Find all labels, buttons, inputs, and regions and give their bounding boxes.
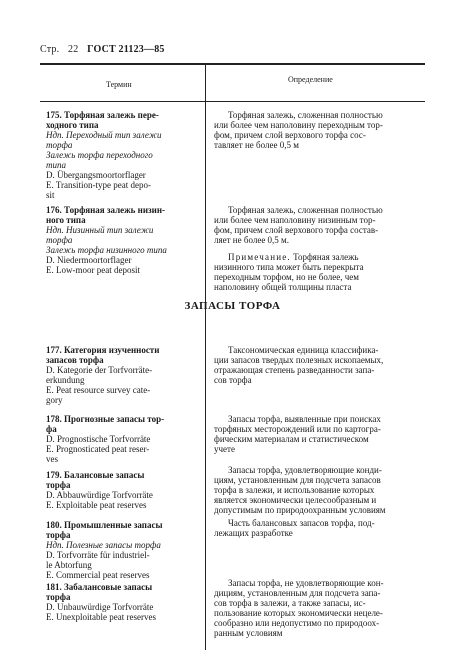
english-term: E. Peat resource survey cate- bbox=[46, 385, 151, 395]
german-term: D. Unbauwürdige Torfvorräte bbox=[46, 602, 154, 612]
definition-178 bbox=[214, 414, 420, 454]
table-top-rule bbox=[40, 63, 425, 65]
english-term: sit bbox=[46, 190, 55, 200]
synonym-line: типа bbox=[46, 160, 66, 170]
term-title-line: фа bbox=[46, 424, 57, 434]
definition-line: Часть балансовых запасов торфа, под- bbox=[228, 518, 375, 528]
standard-id: ГОСТ 21123—85 bbox=[87, 44, 165, 55]
table-header-rule bbox=[40, 101, 425, 102]
definition-line: или более чем наполовину переходным тор- bbox=[214, 120, 383, 130]
term-title-line: торфа bbox=[46, 480, 71, 490]
definition-line: Запасы торфа, выявленные при поисках bbox=[228, 414, 381, 424]
term-title-line: 180. Промышленные запасы bbox=[46, 520, 163, 530]
german-term: D. Kategorie der Torfvorräte- bbox=[46, 365, 153, 375]
synonym-line: Залежь торфа низинного типа bbox=[46, 245, 167, 255]
english-term: E. Low-moor peat deposit bbox=[46, 265, 140, 275]
english-term: E. Commercial peat reserves bbox=[46, 570, 150, 580]
definition-180 bbox=[214, 518, 420, 538]
definition-line: фическим материалам и статистическом bbox=[214, 434, 369, 444]
ndp-line: торфа bbox=[46, 235, 73, 245]
definition-179 bbox=[214, 465, 420, 515]
section-title: ЗАПАСЫ ТОРФА bbox=[184, 300, 281, 312]
term-title-line: ного типа bbox=[46, 215, 86, 225]
term-178 bbox=[46, 414, 201, 464]
definition-line: фом, причем слой верхового торфа сос- bbox=[214, 130, 366, 140]
german-term: D. Abbauwürdige Torfvorräte bbox=[46, 490, 153, 500]
term-181 bbox=[46, 582, 201, 622]
note-text: Торфяная залежь bbox=[293, 252, 359, 262]
definition-line: сов торфа в залежи, а также запасы, ис- bbox=[214, 598, 366, 608]
english-term: E. Prognosticated peat reser- bbox=[46, 444, 150, 454]
english-term: E. Exploitable peat reserves bbox=[46, 500, 147, 510]
german-term: D. Torfvorräte für industriel- bbox=[46, 550, 150, 560]
term-title-line: запасов торфа bbox=[46, 355, 104, 365]
definition-line: Запасы торфа, удовлетворяющие конди- bbox=[228, 465, 382, 475]
definition-line: пользование которых экономически нецеле- bbox=[214, 608, 383, 618]
term-title-line: 181. Забалансовые запасы bbox=[46, 582, 153, 592]
term-title-line: 179. Балансовые запасы bbox=[46, 470, 145, 480]
definition-line: торфяных месторождений или по картогра- bbox=[214, 424, 381, 434]
english-term: gory bbox=[46, 395, 63, 405]
definition-line: циям, установленным для подсчета запасов bbox=[214, 475, 381, 485]
german-term: D. Niedermoortorflager bbox=[46, 255, 132, 265]
definition-line: Таксономическая единица классифика- bbox=[228, 345, 379, 355]
definition-176 bbox=[214, 205, 420, 245]
german-term: le Abtorfung bbox=[46, 560, 92, 570]
term-title-line: 176. Торфяная залежь низин- bbox=[46, 205, 166, 215]
definition-line: сов торфа bbox=[214, 375, 252, 385]
ndp-line: Ндп. Переходный тип залежи bbox=[46, 130, 162, 140]
ndp-line: торфа bbox=[46, 140, 73, 150]
definition-line: фом, причем слой верхового торфа состав- bbox=[214, 225, 379, 235]
definition-line: ранным условиям bbox=[214, 628, 283, 638]
column-header-term: Термин bbox=[106, 80, 132, 89]
german-term: D. Prognostische Torfvorräte bbox=[46, 434, 151, 444]
definition-line: является экономически целесообразным и bbox=[214, 495, 377, 505]
note-label: Примечание. bbox=[228, 252, 291, 262]
definition-line: отражающая степень разведанности запа- bbox=[214, 365, 375, 375]
column-divider-bottom bbox=[205, 330, 206, 650]
definition-line: Торфяная залежь, сложенная полностью bbox=[228, 205, 383, 215]
term-176 bbox=[46, 205, 201, 275]
definition-line: ции запасов твердых полезных ископаемых, bbox=[214, 355, 384, 365]
definition-line: или более чем наполовину низинным тор- bbox=[214, 215, 376, 225]
term-title-line: торфа bbox=[46, 530, 71, 540]
note-line bbox=[214, 252, 420, 262]
term-175 bbox=[46, 110, 201, 200]
ndp-line: Ндп. Полезные запасы торфа bbox=[46, 540, 161, 550]
definition-line: ляет не более 0,5 м. bbox=[214, 235, 290, 245]
column-header-definition: Определение bbox=[288, 75, 333, 84]
english-term: ves bbox=[46, 454, 58, 464]
synonym-line: Залежь торфа переходного bbox=[46, 150, 153, 160]
note-line: переходным торфом, но не более, чем bbox=[214, 272, 359, 282]
english-term: E. Transition-type peat depo- bbox=[46, 180, 151, 190]
term-179 bbox=[46, 470, 201, 510]
german-term: erkundung bbox=[46, 375, 85, 385]
page-number: 22 bbox=[68, 44, 79, 55]
definition-181 bbox=[214, 578, 420, 638]
term-title-line: торфа bbox=[46, 592, 71, 602]
term-180 bbox=[46, 520, 201, 580]
german-term: D. Übergangsmoortorflager bbox=[46, 170, 146, 180]
page-label: Стр. bbox=[40, 44, 60, 55]
definition-175 bbox=[214, 110, 420, 150]
definition-177 bbox=[214, 345, 420, 385]
definition-line: Торфяная залежь, сложенная полностью bbox=[228, 110, 383, 120]
term-title-line: 178. Прогнозные запасы тор- bbox=[46, 414, 165, 424]
definition-line: Запасы торфа, не удовлетворяющие кон- bbox=[228, 578, 384, 588]
english-term: E. Unexploitable peat reserves bbox=[46, 612, 156, 622]
page-header bbox=[40, 44, 165, 55]
note-line: наполовину общей толщины пласта bbox=[214, 282, 352, 292]
definition-line: сообразно или недопустимо по природоох- bbox=[214, 618, 380, 628]
term-title-line: ходного типа bbox=[46, 120, 99, 130]
note-176 bbox=[214, 252, 420, 292]
ndp-line: Ндп. Низинный тип залежи bbox=[46, 225, 154, 235]
definition-line: тавляет не более 0,5 м bbox=[214, 140, 299, 150]
definition-line: лежащих разработке bbox=[214, 528, 293, 538]
term-title-line: 177. Категория изученности bbox=[46, 345, 160, 355]
note-line: низинного типа может быть перекрыта bbox=[214, 262, 364, 272]
definition-line: учете bbox=[214, 444, 235, 454]
term-177 bbox=[46, 345, 201, 405]
term-title-line: 175. Торфяная залежь пере- bbox=[46, 110, 159, 120]
definition-line: торфа в залежи, и использование которых bbox=[214, 485, 375, 495]
definition-line: допустимым по природоохранным условиям bbox=[214, 505, 386, 515]
definition-line: дициям, установленным для подсчета запа- bbox=[214, 588, 381, 598]
